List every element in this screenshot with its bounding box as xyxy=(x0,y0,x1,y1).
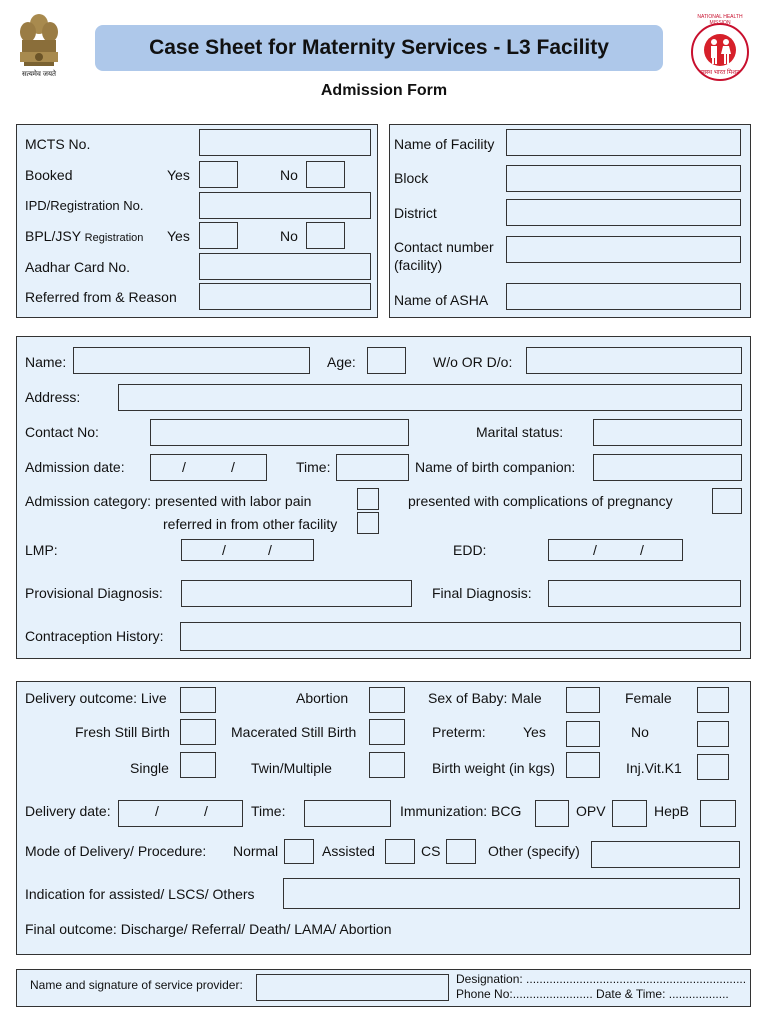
designation-label: Designation: .................................................................. xyxy=(456,972,747,986)
twin-checkbox[interactable] xyxy=(369,752,405,778)
page-title: Case Sheet for Maternity Services - L3 Facility xyxy=(95,25,663,71)
block-input[interactable] xyxy=(506,165,741,192)
companion-label: Name of birth companion: xyxy=(415,459,576,475)
aadhar-input[interactable] xyxy=(199,253,371,280)
delivery-time-label: Time: xyxy=(251,803,286,819)
labor-pain-checkbox[interactable] xyxy=(357,488,379,510)
normal-checkbox[interactable] xyxy=(284,839,314,864)
sex-male-checkbox[interactable] xyxy=(566,687,600,713)
single-checkbox[interactable] xyxy=(180,752,216,778)
hepb-label: HepB xyxy=(654,803,690,819)
bpl-label-main: BPL/JSY xyxy=(25,228,81,244)
outcome-live-label: Delivery outcome: Live xyxy=(25,690,167,706)
age-label: Age: xyxy=(327,354,356,370)
booked-no-label: No xyxy=(280,167,298,183)
edd-input[interactable] xyxy=(548,539,683,561)
contact-input[interactable] xyxy=(150,419,409,446)
delivery-time-input[interactable] xyxy=(304,800,391,827)
complications-label: presented with complications of pregnancy xyxy=(408,493,673,509)
macerated-stillbirth-label: Macerated Still Birth xyxy=(231,724,357,740)
nhm-logo-icon xyxy=(690,14,750,82)
sex-male-label: Sex of Baby: Male xyxy=(428,690,542,706)
facility-label: Name of Facility xyxy=(394,136,495,152)
admission-date-label: Admission date: xyxy=(25,459,125,475)
date-separator: / xyxy=(640,542,644,558)
mcts-label: MCTS No. xyxy=(25,136,91,152)
preterm-yes-checkbox[interactable] xyxy=(566,721,600,747)
female-checkbox[interactable] xyxy=(697,687,729,713)
hepb-checkbox[interactable] xyxy=(700,800,736,827)
admission-category-label: Admission category: presented with labor pain xyxy=(25,493,312,509)
companion-input[interactable] xyxy=(593,454,742,481)
edd-label: EDD: xyxy=(453,542,487,558)
provider-input[interactable] xyxy=(256,974,449,1001)
form-subtitle: Admission Form xyxy=(320,82,448,99)
date-separator: / xyxy=(231,459,235,475)
marital-label: Marital status: xyxy=(476,424,564,440)
single-label: Single xyxy=(130,760,169,776)
preterm-no-label: No xyxy=(631,724,649,740)
other-specify-input[interactable] xyxy=(591,841,740,868)
asha-input[interactable] xyxy=(506,283,741,310)
booked-label: Booked xyxy=(25,167,73,183)
block-label: Block xyxy=(394,170,429,186)
bcg-label: Immunization: BCG xyxy=(400,803,522,819)
admission-time-input[interactable] xyxy=(336,454,409,481)
national-emblem-icon xyxy=(14,10,64,84)
wo-label: W/o OR D/o: xyxy=(433,354,513,370)
address-input[interactable] xyxy=(118,384,742,411)
referred-in-label: referred in from other facility xyxy=(163,516,338,532)
preterm-no-checkbox[interactable] xyxy=(697,721,729,747)
other-specify-label: Other (specify) xyxy=(488,843,580,859)
phone-date-label: Phone No:........................ Date & Time: .................. xyxy=(456,987,729,1001)
ipd-label: IPD/Registration No. xyxy=(25,198,144,213)
vitk-checkbox[interactable] xyxy=(697,754,729,780)
district-label: District xyxy=(394,205,437,221)
indication-label: Indication for assisted/ LSCS/ Others xyxy=(25,886,255,902)
mcts-input[interactable] xyxy=(199,129,371,156)
provisional-diagnosis-label: Provisional Diagnosis: xyxy=(25,585,163,601)
marital-input[interactable] xyxy=(593,419,742,446)
asha-label: Name of ASHA xyxy=(394,292,489,308)
contact-facility-label: Contact number xyxy=(394,239,494,255)
opv-checkbox[interactable] xyxy=(612,800,647,827)
vitk-label: Inj.Vit.K1 xyxy=(626,760,682,776)
date-separator: / xyxy=(204,803,208,819)
female-label: Female xyxy=(625,690,672,706)
fresh-stillbirth-checkbox[interactable] xyxy=(180,719,216,745)
date-separator: / xyxy=(182,459,186,475)
opv-label: OPV xyxy=(576,803,606,819)
outcome-live-checkbox[interactable] xyxy=(180,687,216,713)
cs-checkbox[interactable] xyxy=(446,839,476,864)
nhm-name: NATIONAL HEALTH MISSION xyxy=(697,14,743,26)
lmp-label: LMP: xyxy=(25,542,58,558)
bpl-yes-label: Yes xyxy=(167,228,190,244)
birth-weight-label: Birth weight (in kgs) xyxy=(432,760,555,776)
abortion-checkbox[interactable] xyxy=(369,687,405,713)
name-input[interactable] xyxy=(73,347,310,374)
delivery-date-input[interactable] xyxy=(118,800,243,827)
complications-checkbox[interactable] xyxy=(712,488,742,514)
date-separator: / xyxy=(222,542,226,558)
bpl-no-checkbox[interactable] xyxy=(306,222,345,249)
abortion-label: Abortion xyxy=(296,690,349,706)
indication-input[interactable] xyxy=(283,878,740,909)
bcg-checkbox[interactable] xyxy=(535,800,569,827)
date-separator: / xyxy=(268,542,272,558)
booked-yes-checkbox[interactable] xyxy=(199,161,238,188)
provisional-diagnosis-input[interactable] xyxy=(181,580,412,607)
emblem-caption: सत्यमेव जयते xyxy=(21,71,57,78)
admission-time-label: Time: xyxy=(296,459,331,475)
assisted-checkbox[interactable] xyxy=(385,839,415,864)
cs-label: CS xyxy=(421,843,441,859)
contraception-input[interactable] xyxy=(180,622,741,651)
contraception-label: Contraception History: xyxy=(25,628,164,644)
final-diagnosis-input[interactable] xyxy=(548,580,741,607)
contact-label: Contact No: xyxy=(25,424,99,440)
assisted-label: Assisted xyxy=(322,843,375,859)
bpl-no-label: No xyxy=(280,228,298,244)
referred-input[interactable] xyxy=(199,283,371,310)
referred-in-checkbox[interactable] xyxy=(357,512,379,534)
normal-label: Normal xyxy=(233,843,279,859)
final-outcome-label: Final outcome: Discharge/ Referral/ Death/ LAMA/ Abortion xyxy=(25,921,392,937)
referred-label: Referred from & Reason xyxy=(25,289,177,305)
birth-weight-input[interactable] xyxy=(566,752,600,778)
name-label: Name: xyxy=(25,354,67,370)
bpl-yes-checkbox[interactable] xyxy=(199,222,238,249)
nhm-caption: स्वस्थ भारत मिशन xyxy=(700,70,740,76)
preterm-label: Preterm: xyxy=(432,724,486,740)
contact-facility-label-2: (facility) xyxy=(394,257,443,273)
provider-label: Name and signature of service provider: xyxy=(30,978,243,992)
date-separator: / xyxy=(155,803,159,819)
address-label: Address: xyxy=(25,389,81,405)
aadhar-label: Aadhar Card No. xyxy=(25,259,131,275)
final-diagnosis-label: Final Diagnosis: xyxy=(432,585,532,601)
fresh-stillbirth-label: Fresh Still Birth xyxy=(75,724,170,740)
delivery-date-label: Delivery date: xyxy=(25,803,111,819)
facility-input[interactable] xyxy=(506,129,741,156)
booked-yes-label: Yes xyxy=(167,167,190,183)
booked-no-checkbox[interactable] xyxy=(306,161,345,188)
twin-label: Twin/Multiple xyxy=(251,760,332,776)
district-input[interactable] xyxy=(506,199,741,226)
preterm-yes-label: Yes xyxy=(523,724,546,740)
admission-date-input[interactable] xyxy=(150,454,267,481)
age-input[interactable] xyxy=(367,347,406,374)
mode-label: Mode of Delivery/ Procedure: xyxy=(25,843,207,859)
macerated-stillbirth-checkbox[interactable] xyxy=(369,719,405,745)
lmp-input[interactable] xyxy=(181,539,314,561)
wo-input[interactable] xyxy=(526,347,742,374)
bpl-label xyxy=(25,228,143,246)
contact-facility-input[interactable] xyxy=(506,236,741,263)
bpl-label-small: Registration xyxy=(84,232,144,244)
date-separator: / xyxy=(593,542,597,558)
ipd-input[interactable] xyxy=(199,192,371,219)
